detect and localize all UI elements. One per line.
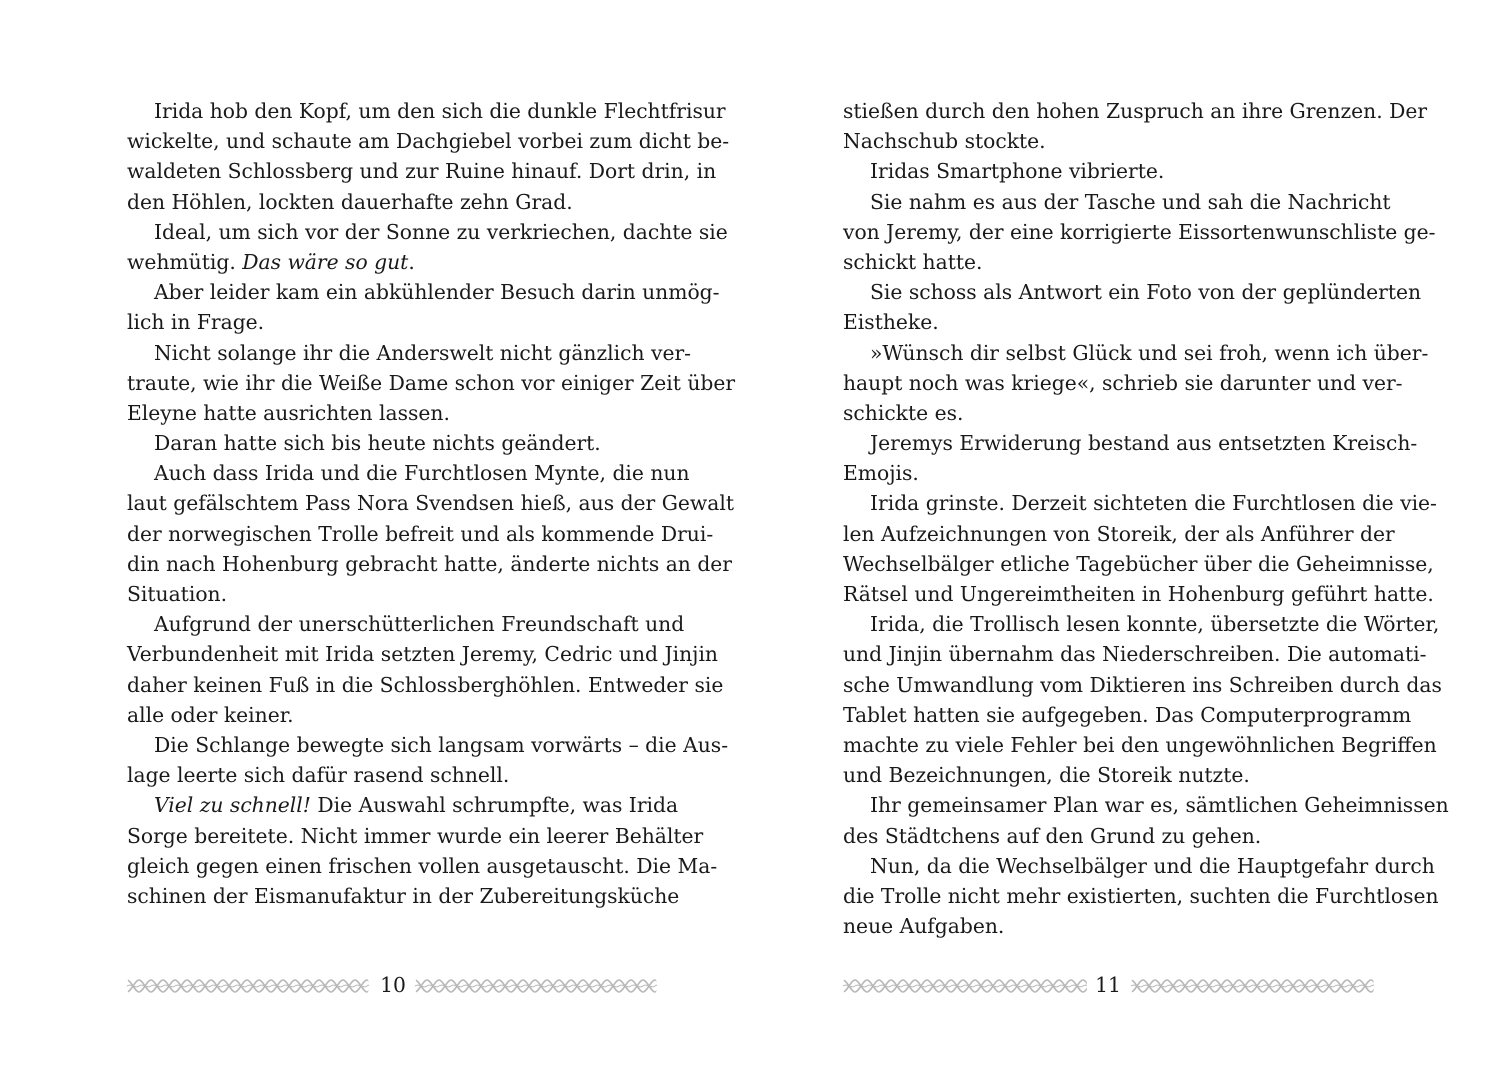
text-line: daher keinen Fuß in die Schlossberghöhlen. Entweder sie: [127, 672, 724, 697]
text-line: Verbundenheit mit Irida setzten Jeremy, Cedric und Jinjin: [127, 642, 718, 667]
left-page-text: [127, 96, 736, 911]
right-page-footer: [750, 970, 1500, 1002]
text-line: Ideal, um sich vor der Sonne zu verkriechen, dachte sie: [154, 219, 728, 244]
text-line: Iridas Smartphone vibrierte.: [870, 159, 1165, 184]
text-line: Eistheke.: [843, 310, 939, 335]
text-line: stießen durch den hohen Zuspruch an ihre Grenzen. Der: [843, 99, 1428, 123]
text-line: Rätsel und Ungereimtheiten in Hohenburg geführt hatte.: [843, 582, 1434, 606]
text-line: gleich gegen einen frischen vollen ausgetauscht. Die Ma-: [127, 853, 718, 878]
text-line: wehmütig. Das wäre so gut.: [127, 249, 415, 274]
text-line: die Trolle nicht mehr existierten, suchten die Furchtlosen: [843, 883, 1439, 908]
text-line: schickt hatte.: [843, 249, 983, 274]
text-line: Aufgrund der unerschütterlichen Freundschaft und: [154, 612, 685, 637]
text-line: und Jinjin übernahm das Niederschreiben. Die automati-: [843, 642, 1427, 667]
text-line: alle oder keiner.: [127, 702, 294, 727]
text-line: Nicht solange ihr die Anderswelt nicht gänzlich ver-: [154, 340, 692, 365]
text-line: Daran hatte sich bis heute nichts geändert.: [154, 431, 601, 456]
text-line: Wechselbälger etliche Tagebücher über die Geheimnisse,: [843, 551, 1434, 576]
text-line: Jeremys Erwiderung bestand aus entsetzten Kreisch-: [870, 431, 1418, 456]
text-line: Sorge bereitete. Nicht immer wurde ein leerer Behälter: [127, 823, 704, 848]
text-line: din nach Hohenburg gebracht hatte, änderte nichts an der: [127, 551, 733, 576]
text-line: Auch dass Irida und die Furchtlosen Mynte, die nun: [154, 461, 690, 486]
text-line: Aber leider kam ein abkühlender Besuch darin unmög-: [154, 280, 720, 305]
text-line: lage leerte sich dafür rasend schnell.: [127, 763, 510, 788]
text-line: »Wünsch dir selbst Glück und sei froh, wenn ich über-: [870, 340, 1429, 365]
text-line: neue Aufgaben.: [843, 914, 1005, 939]
page-number-left: 10: [380, 973, 406, 997]
text-line: traute, wie ihr die Weiße Dame schon vor einiger Zeit über: [127, 370, 736, 395]
text-line: Irida grinste. Derzeit sichteten die Furchtlosen die vie-: [870, 491, 1437, 516]
right-page: [750, 0, 1500, 1086]
text-line: Eleyne hatte ausrichten lassen.: [127, 400, 450, 425]
braid-ornament-icon: [127, 976, 369, 996]
text-line: des Städtchens auf den Grund zu gehen.: [843, 823, 1262, 848]
text-line: Irida hob den Kopf, um den sich die dunkle Flechtfrisur: [154, 99, 726, 123]
text-line: Nachschub stockte.: [843, 129, 1046, 154]
text-line: len Aufzeichnungen von Storeik, der als Anführer der: [843, 521, 1395, 546]
text-line: Sie nahm es aus der Tasche und sah die Nachricht: [870, 189, 1391, 214]
braid-ornament-icon: [1131, 976, 1374, 996]
text-line: schinen der Eismanufaktur in der Zubereitungsküche: [127, 883, 680, 908]
text-line: Irida, die Trollisch lesen konnte, übersetzte die Wörter,: [870, 612, 1440, 637]
braid-ornament-icon: [415, 976, 657, 996]
text-line: Sie schoss als Antwort ein Foto von der geplünderten: [870, 280, 1422, 305]
right-page-text: [843, 96, 1449, 941]
text-line: Nun, da die Wechselbälger und die Hauptgefahr durch: [870, 853, 1435, 878]
text-line: der norwegischen Trolle befreit und als kommende Drui-: [127, 521, 714, 546]
text-line: laut gefälschtem Pass Nora Svendsen hieß, aus der Gewalt: [127, 491, 734, 516]
text-line: schickte es.: [843, 400, 964, 425]
text-line: Ihr gemeinsamer Plan war es, sämtlichen Geheimnissen: [870, 793, 1449, 818]
left-page-footer: [0, 970, 750, 1002]
page-number-right: 11: [1095, 973, 1121, 997]
text-line: machte zu viele Fehler bei den ungewöhnlichen Begriffen: [843, 732, 1437, 757]
text-line: lich in Frage.: [127, 310, 265, 335]
text-line: von Jeremy, der eine korrigierte Eissortenwunschliste ge-: [843, 219, 1436, 244]
text-line: Viel zu schnell! Die Auswahl schrumpfte, was Irida: [154, 793, 679, 818]
text-line: haupt noch was kriege«, schrieb sie darunter und ver-: [843, 370, 1403, 395]
text-line: und Bezeichnungen, die Storeik nutzte.: [843, 763, 1250, 788]
text-line: Emojis.: [843, 461, 919, 486]
text-line: den Höhlen, lockten dauerhafte zehn Grad.: [127, 189, 573, 214]
braid-ornament-icon: [843, 976, 1087, 996]
text-line: sche Umwandlung vom Diktieren ins Schreiben durch das: [843, 672, 1442, 697]
text-line: waldeten Schlossberg und zur Ruine hinauf. Dort drin, in: [127, 159, 717, 184]
text-line: Situation.: [127, 582, 228, 606]
text-line: wickelte, und schaute am Dachgiebel vorbei zum dicht be-: [127, 129, 730, 154]
text-line: Tablet hatten sie aufgegeben. Das Computerprogramm: [843, 702, 1412, 727]
text-line: Die Schlange bewegte sich langsam vorwärts – die Aus-: [154, 732, 729, 757]
